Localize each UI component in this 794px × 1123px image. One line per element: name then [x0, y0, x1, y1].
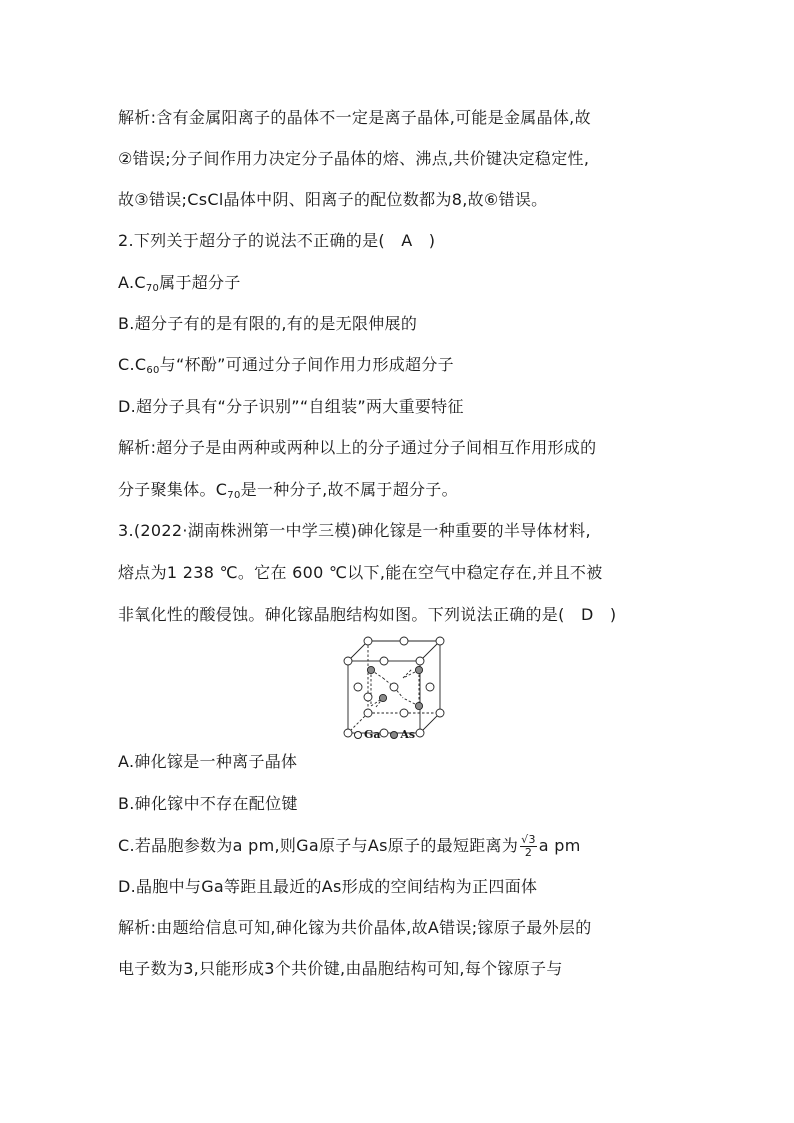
analysis-prev-line-1: 解析:含有金属阳离子的晶体不一定是离子晶体,可能是金属晶体,故 [118, 108, 591, 127]
analysis-prev-line-2: ②错误;分子间作用力决定分子晶体的熔、沸点,共价键决定稳定性, [118, 149, 590, 168]
ga-atom [364, 637, 372, 645]
ga-atom [416, 657, 424, 665]
ga-atom [364, 693, 372, 701]
q2-analysis-line-2 [118, 479, 458, 501]
as-legend-label: As [400, 728, 416, 741]
q3-option-b: B.砷化镓中不存在配位键 [118, 794, 298, 813]
as-legend-icon [390, 731, 398, 739]
analysis-prev-line-3: 故③错误;CsCl晶体中阴、阳离子的配位数都为8,故⑥错误。 [118, 190, 548, 209]
q2-stem: 2.下列关于超分子的说法不正确的是( A ) [118, 231, 436, 250]
as-atom [415, 666, 422, 673]
q2-option-c-text: 与“杯酚”可通过分子间作用力形成超分子 [159, 355, 454, 374]
ga-atom [364, 709, 372, 717]
q3-analysis-line-2: 电子数为3,只能形成3个共价键,由晶胞结构可知,每个镓原子与 [118, 959, 563, 978]
ga-atom [344, 729, 352, 737]
q2-option-c [118, 354, 454, 376]
fraction-denominator: 2 [524, 846, 533, 859]
q3-option-c-suffix: a pm [538, 836, 581, 855]
q2-analysis-prefix: 分子聚集体。C [118, 480, 228, 499]
ga-atom [380, 657, 388, 665]
figure-legend [354, 728, 415, 741]
ga-atom [400, 709, 408, 717]
q2-option-a-text: 属于超分子 [159, 273, 241, 292]
ga-atom [436, 637, 444, 645]
q2-analysis-text: 是一种分子,故不属于超分子。 [240, 480, 458, 499]
gaas-unit-cell-figure [340, 633, 450, 743]
q2-analysis-subscript: 70 [227, 490, 241, 501]
q2-option-a [118, 272, 241, 294]
ga-atom [400, 637, 408, 645]
q3-option-a: A.砷化镓是一种离子晶体 [118, 752, 298, 771]
ga-atom [416, 729, 424, 737]
q2-option-d: D.超分子具有“分子识别”“自组装”两大重要特征 [118, 397, 464, 416]
q3-analysis-line-1: 解析:由题给信息可知,砷化镓为共价晶体,故A错误;镓原子最外层的 [118, 918, 592, 937]
ga-atom [344, 657, 352, 665]
q3-stem-line-1: 3.(2022·湖南株洲第一中学三模)砷化镓是一种重要的半导体材料, [118, 521, 591, 540]
q3-stem-line-2: 熔点为1 238 ℃。它在 600 ℃以下,能在空气中稳定存在,并且不被 [118, 563, 603, 582]
as-atom [379, 694, 386, 701]
sqrt3-over-2-fraction [520, 834, 537, 859]
ga-legend-label: Ga [364, 728, 381, 741]
q2-option-a-subscript: 70 [145, 283, 160, 294]
ga-atom [426, 683, 434, 691]
q2-analysis-line-1: 解析:超分子是由两种或两种以上的分子通过分子间相互作用形成的 [118, 438, 597, 457]
ga-atom [390, 683, 398, 691]
bond-line [403, 669, 412, 678]
q3-option-d: D.晶胞中与Ga等距且最近的As形成的空间结构为正四面体 [118, 877, 538, 896]
q3-option-c [118, 834, 581, 859]
ga-atom [436, 709, 444, 717]
as-atom [415, 702, 422, 709]
q2-option-a-prefix: A.C [118, 273, 146, 292]
q2-option-b: B.超分子有的是有限的,有的是无限伸展的 [118, 314, 418, 333]
q3-option-c-prefix: C.若晶胞参数为a pm,则Ga原子与As原子的最短距离为 [118, 836, 519, 855]
q3-stem-line-3: 非氧化性的酸侵蚀。砷化镓晶胞结构如图。下列说法正确的是( D ) [118, 605, 617, 624]
ga-atom [354, 683, 362, 691]
q2-option-c-subscript: 60 [146, 365, 160, 376]
fraction-numerator: √3 [521, 833, 536, 846]
q2-option-c-prefix: C.C [118, 355, 147, 374]
as-atom [367, 666, 374, 673]
ga-legend-icon [354, 731, 362, 739]
